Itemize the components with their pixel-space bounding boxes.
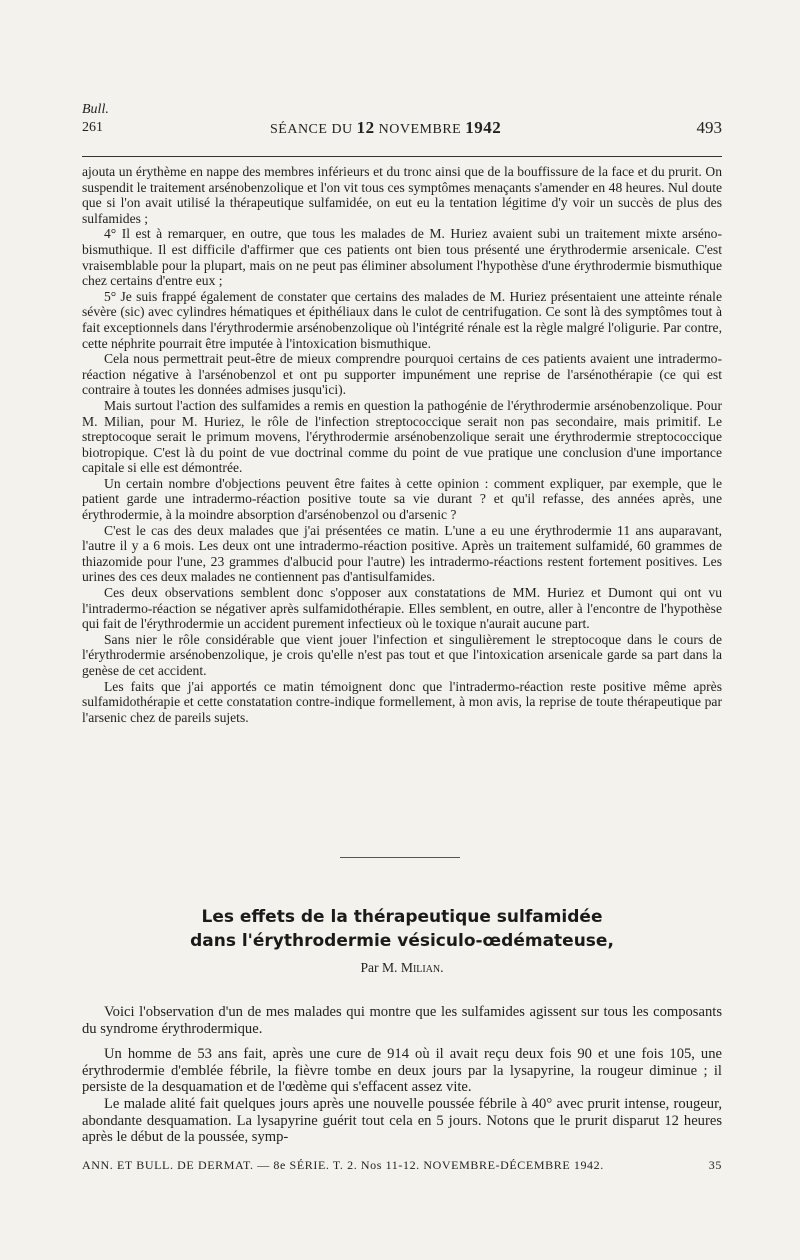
paragraph: 5° Je suis frappé également de constater que certains des malades de M. Huriez présentaient une atteinte rénale sévère (sic) avec cylindres hématiques et épithéliaux dans le culot de centrifugation. Ce sont là des symptômes tout à fait exceptionnels dans l'érythrodermie arsénobenzolique où l'intégrité rénale est la règle malgré l'oligurie. Par contre, cette néphrite pourrait être imputée à l'intoxication bismuthique.	[82, 288, 722, 351]
paragraph: Mais surtout l'action des sulfamides a remis en question la pathogénie de l'érythrodermie arsénobenzolique. Pour M. Milian, pour M. Huriez, le rôle de l'infection streptococcique serait non pas secondaire, mais primitif. Le streptocoque serait le primum movens, l'érythrodermie arsénobenzolique serait une érythrodermie streptococcique biotropique. C'est là du point de vue doctrinal comme du point de vue pratique une conclusion d'une importance capitale si elle est démontrée.	[82, 397, 722, 476]
byline-prefix: Par M.	[360, 960, 398, 975]
paragraph: Sans nier le rôle considérable que vient jouer l'infection et singulièrement le streptocoque dans le cours de l'érythrodermie arsénobenzolique, je crois qu'elle n'est pas tout et que l'intoxication arsenicale garde sa part dans la genèse de cet accident.	[82, 631, 722, 678]
previous-article-body	[82, 164, 722, 725]
paragraph: Voici l'observation d'un de mes malades qui montre que les sulfamides agissent sur tous les composants du syndrome érythrodermique.	[82, 1004, 722, 1037]
running-head	[82, 118, 722, 138]
author-name: Milian.	[400, 960, 444, 975]
paragraph: ajouta un érythème en nappe des membres inférieurs et du tronc ainsi que de la bouffissure de la face et du prurit. On suspendit le traitement arsénobenzolique et l'on vit tous ces symptômes menaçants s'amender en 48 heures. Nul doute que si l'on avait utilisé la thérapeutique sulfamidée, on eut eu la tentation légitime d'y voir un succès de plus des sulfamides ;	[82, 164, 722, 226]
article-title	[82, 905, 722, 953]
paragraph: Ces deux observations semblent donc s'opposer aux constatations de MM. Huriez et Dumont qui ont vu l'intradermo-réaction se négativer après sulfamidothérapie. Elles semblent, en outre, aller à l'encontre de l'hypothèse qui fait de l'érythrodermie un accident purement infectieux où le toxique n'aurait aucune part.	[82, 585, 722, 632]
session-prefix: SÉANCE DU	[270, 122, 353, 137]
paragraph: Cela nous permettrait peut-être de mieux comprendre pourquoi certains de ces patients avaient une intradermo-réaction négative à l'arsénobenzol et ont pu supporter impunément une reprise de l'arsénothérapie (ce qui est contraire à toutes les données admises jusqu'ici).	[82, 351, 722, 398]
session-title	[270, 118, 501, 138]
session-month: NOVEMBRE	[378, 122, 462, 137]
page-footer	[82, 1158, 722, 1173]
paragraph: C'est le cas des deux malades que j'ai présentées ce matin. L'une a eu une érythrodermie 11 ans auparavant, l'autre il y a 6 mois. Les deux ont une intradermo-réaction positive. Après un traitement sulfamidé, 60 grammes de thiazomide pour l'une, 23 grammes d'albucid pour l'autre) les intradermo-réactions restent fortement positives. Les urines des ces deux malades ne contiennent pas d'antisulfamides.	[82, 522, 722, 585]
library-mark: Bull.	[82, 102, 109, 117]
session-day: 12	[356, 118, 375, 137]
byline	[82, 960, 722, 976]
article-body	[82, 1004, 722, 1146]
article-title-line1: Les effets de la thérapeutique sulfamidée	[201, 907, 603, 927]
page-number: 493	[696, 118, 722, 137]
paragraph: Un certain nombre d'objections peuvent être faites à cette opinion : comment expliquer, par exemple, que le patient garde une intradermo-réaction positive toute sa vie durant ? et qu'il refasse, des années après, une érythrodermie, à la moindre absorption d'arsénobenzol ou d'arsenic ?	[82, 475, 722, 523]
bulletin-number: 261	[82, 120, 103, 135]
signature-number: 35	[708, 1158, 722, 1172]
section-divider	[340, 857, 460, 858]
paragraph: Les faits que j'ai apportés ce matin témoignent donc que l'intradermo-réaction reste positive même après sulfamidothérapie et cette constatation contre-indique formellement, à mon avis, la reprise de toute thérapeutique par l'arsenic chez de pareils sujets.	[82, 678, 722, 725]
session-year: 1942	[465, 118, 502, 137]
article-title-line2: dans l'érythrodermie vésiculo-œdémateuse,	[190, 931, 614, 951]
header-rule	[82, 156, 722, 157]
journal-citation: ANN. ET BULL. DE DERMAT. — 8e SÉRIE. T. 2. Nos 11-12. NOVEMBRE-DÉCEMBRE 1942.	[82, 1158, 604, 1172]
paragraph: Le malade alité fait quelques jours après une nouvelle poussée fébrile à 40° avec prurit intense, rougeur, abondante desquamation. La lysapyrine guérit tout cela en 5 jours. Notons que le prurit disparut 12 heures après le début de la poussée, symp-	[82, 1095, 722, 1146]
paragraph: 4° Il est à remarquer, en outre, que tous les malades de M. Huriez avaient subi un traitement mixte arséno-bismuthique. Il est difficile d'affirmer que ces patients ont bien tous présenté une érythrodermie arsenicale. C'est vraisemblable pour la plupart, mais on ne peut pas éliminer absolument l'hypothèse d'une érythrodermie bismuthique chez certains d'entre eux ;	[82, 226, 722, 289]
paragraph: Un homme de 53 ans fait, après une cure de 914 où il avait reçu deux fois 90 et une fois 105, une érythrodermie d'emblée fébrile, la fièvre tombe en deux jours par la lysapyrine, la rougeur diminue ; il persiste de la desquamation et de l'œdème qui s'effacent assez vite.	[82, 1046, 722, 1096]
